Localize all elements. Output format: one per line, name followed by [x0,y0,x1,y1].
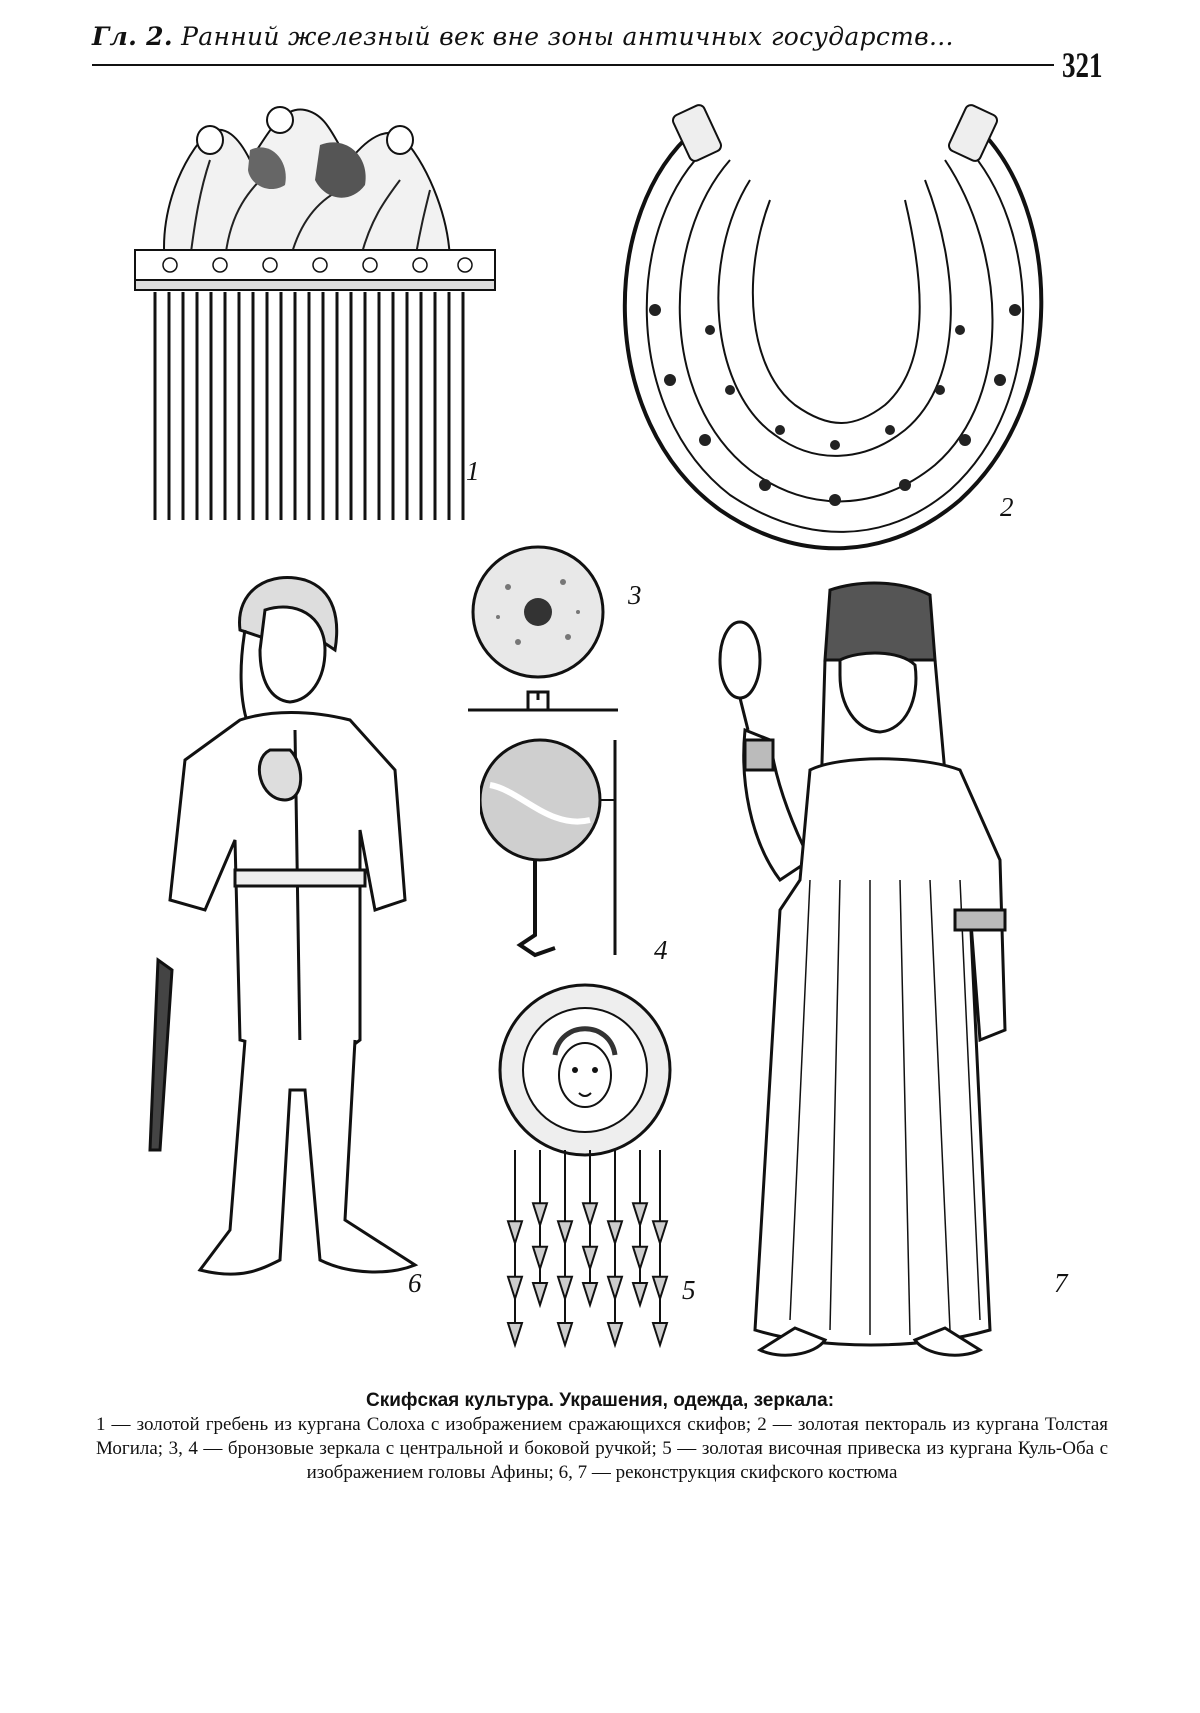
figure-number-7: 7 [1054,1268,1068,1298]
pendant-drop [633,1247,647,1269]
comb-illustration [130,100,510,530]
pendant-drop [583,1203,597,1225]
man-costume-illustration [120,570,440,1360]
pectoral-illustration [600,100,1070,560]
pendant-drop [608,1277,622,1299]
mirror-side-illustration [480,730,630,970]
figure-number-4: 4 [654,935,668,965]
header-rule [92,64,1054,66]
pendant-drop [608,1221,622,1243]
mirror-central-illustration [468,542,648,722]
pendant-drop [508,1277,522,1299]
chapter-label: Гл. 2. [92,22,173,51]
figure-number-1: 1 [466,456,480,486]
pendant-drop [583,1283,597,1305]
pendant-drop [583,1247,597,1269]
pendant-drop [608,1323,622,1345]
pendant-drop [653,1221,667,1243]
pendant-drop [633,1203,647,1225]
pendant-drop [558,1221,572,1243]
pendant-drop [633,1283,647,1305]
running-header [92,22,954,51]
pendant-drop [558,1323,572,1345]
pendant-drop [653,1277,667,1299]
figure-number-6: 6 [408,1268,422,1298]
caption-title: Скифская культура. Украшения, одежда, зеркала: [365,1390,835,1411]
woman-costume-illustration [700,580,1040,1370]
figure-number-5: 5 [682,1275,696,1305]
page-number: 321 [1062,45,1103,85]
pendant-drop [558,1277,572,1299]
caption-body: 1 — золотой гребень из кургана Солоха с изображением сражающихся скифов; 2 — золотая пектораль из кургана Толстая Могила; 3, 4 — бронзовые зеркала с центральной и боковой ручкой; 5 — золотая височная привеска из кургана Куль-Оба с изображением головы Афины; 6, 7 — реконструкция скифского костюма [96,1414,1108,1483]
pendant-drop [508,1221,522,1243]
pendant-drop [533,1283,547,1305]
figure-number-2: 2 [1000,492,1014,522]
pendant-drop [653,1323,667,1345]
pendant-drop [533,1203,547,1225]
chapter-title: Ранний железный век вне зоны античных государств... [181,22,954,51]
pendant-illustration [495,975,675,1385]
figure-number-3: 3 [628,580,642,610]
pendant-drop [508,1323,522,1345]
pendant-drop [533,1247,547,1269]
